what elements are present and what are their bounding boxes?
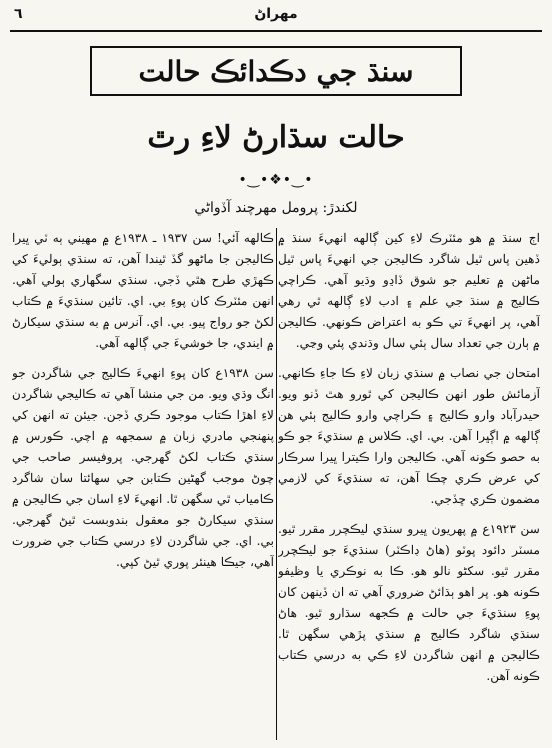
page-number: ٦ (14, 6, 23, 22)
author-byline: لکندڙ: پرومل مهرچند آڏواڻي (194, 200, 358, 216)
section-title-box (90, 46, 462, 96)
article-title: حالت سڌارڻ لاءِ رٿ (147, 120, 405, 155)
paragraph: سن ١٩٢٣ع ۾ پهريون ڀيرو سنڌي ليڪچرر مقرر ٿيو. مسٽر دائود پوٽو (هاڻ ڊاڪٽر) سنڌيءَ جو ليڪچرر مقرر ٿيو. سکڻو نالو هو. ڪا به نوڪري يا وظيفو ڪونه هو. پر اهو ٻڌائڻ ضروري آهي ته ان ڏينهن کان پوءِ سنڌيءَ جي حالت ۾ ڪجهه سڌارو ٿيو. هاڻ سنڌي شاگرد ڪاليج ۾ سنڌي پڙهي سگهن ٿا. ڪاليجن ۾ انهن شاگردن لاءِ ڪي به درسي ڪتاب ڪونه آهن. (278, 522, 540, 683)
paragraph: سن ١٩٣٨ع کان پوءِ انهيءَ ڪاليج جي شاگردن جو انگ وڌي ويو. من جي منشا آهي ته ڪاليجي شاگردن لاءِ اهڙا ڪتاب موجود ڪري ڏجن. جيئن ته انهن کي پنهنجي مادري زبان ۾ سمجهه ۾ اچي. ڪورس ۾ سنڌي ڪتاب لکڻ گهرجي. پروفيسر صاحب جي چوڻ موجب گهڻين ڪتابن جي سهائتا سان شاگرد ڪامياب ٿي سگهن ٿا. انهيءَ لاءِ اسان جي ڪاليجن ۾ سنڌي سيکارڻ جو معقول بندوبست ٿيڻ گهرجي. بي. اي. جي شاگردن لاءِ درسي ڪتاب جي ضرورت آهي، جيڪا هينئر پوري ٿيڻ کپي. (12, 366, 274, 569)
section-title: سنڌ جي دڪدائڪ حالت (138, 54, 414, 88)
text-column-left (12, 228, 274, 740)
paragraph: امتحان جي نصاب ۾ سنڌي زبان لاءِ ڪا جاءِ ڪانهي. آزمائش طور انهن ڪاليجن کي ٿورو هٿ ڏنو ويو. حيدرآباد وارو ڪاليج ۽ ڪراچي وارو ڪاليج ٻئي هن ڳالهه ۾ اڳڀرا آهن. بي. اي. ڪلاس ۾ سنڌيءَ جو ڪو به حصو ڪونه آهي. ڪاليجن وارا ڪيترا ڀيرا سرڪار کي عرض ڪري چڪا آهن، ته سنڌيءَ کي لازمي مضمون ڪري ڇڏجي. (278, 366, 540, 506)
header-rule (10, 30, 542, 32)
title-ornament: •‿•❖•‿• (238, 172, 314, 188)
paragraph: ڪالهه آئي! سن ١٩٣٧ ـ ١٩٣٨ع ۾ مهيني ٻه ٽي ڀيرا ڪاليجن جا ماڻهو گڏ ٿيندا آهن، ته سنڌي ٻوليءَ کي ڪهڙي طرح هٿي ڏجي. سنڌي سگهاري ٻولي آهي. انهن مئٽرڪ کان پوءِ بي. اي. تائين سنڌيءَ ۾ ڪتاب لکڻ جو رواج پيو. بي. اي. آنرس ۾ به سنڌي سيکارڻ ۾ ايندي، جا خوشيءَ جي ڳالهه آهي. (12, 231, 274, 350)
column-divider (276, 228, 277, 740)
running-header (14, 6, 538, 28)
journal-name: مهراڻ (254, 6, 298, 22)
text-column-right (278, 228, 540, 740)
paragraph: اڄ سنڌ ۾ هو مئٽرڪ لاءِ کين ڳالهه انهيءَ سنڌ ۾ ڏهين پاس ٿيل شاگرد ڪاليجن جي انهيءَ پاس ٿيل ماڻهن ۾ تعليم جو شوق ڏاڍو وڌيو آهي. ڪراچي ڪاليج ۾ سنڌ جي علم ۽ ادب لاءِ ڳالهه ٿي رهي آهي، پر انهيءَ تي ڪو به اعتراض ڪونهي. ڪاليجن ۾ ٻارن جي تعداد سال ٻئي سال وڌندي پئي وڃي. (278, 231, 540, 350)
